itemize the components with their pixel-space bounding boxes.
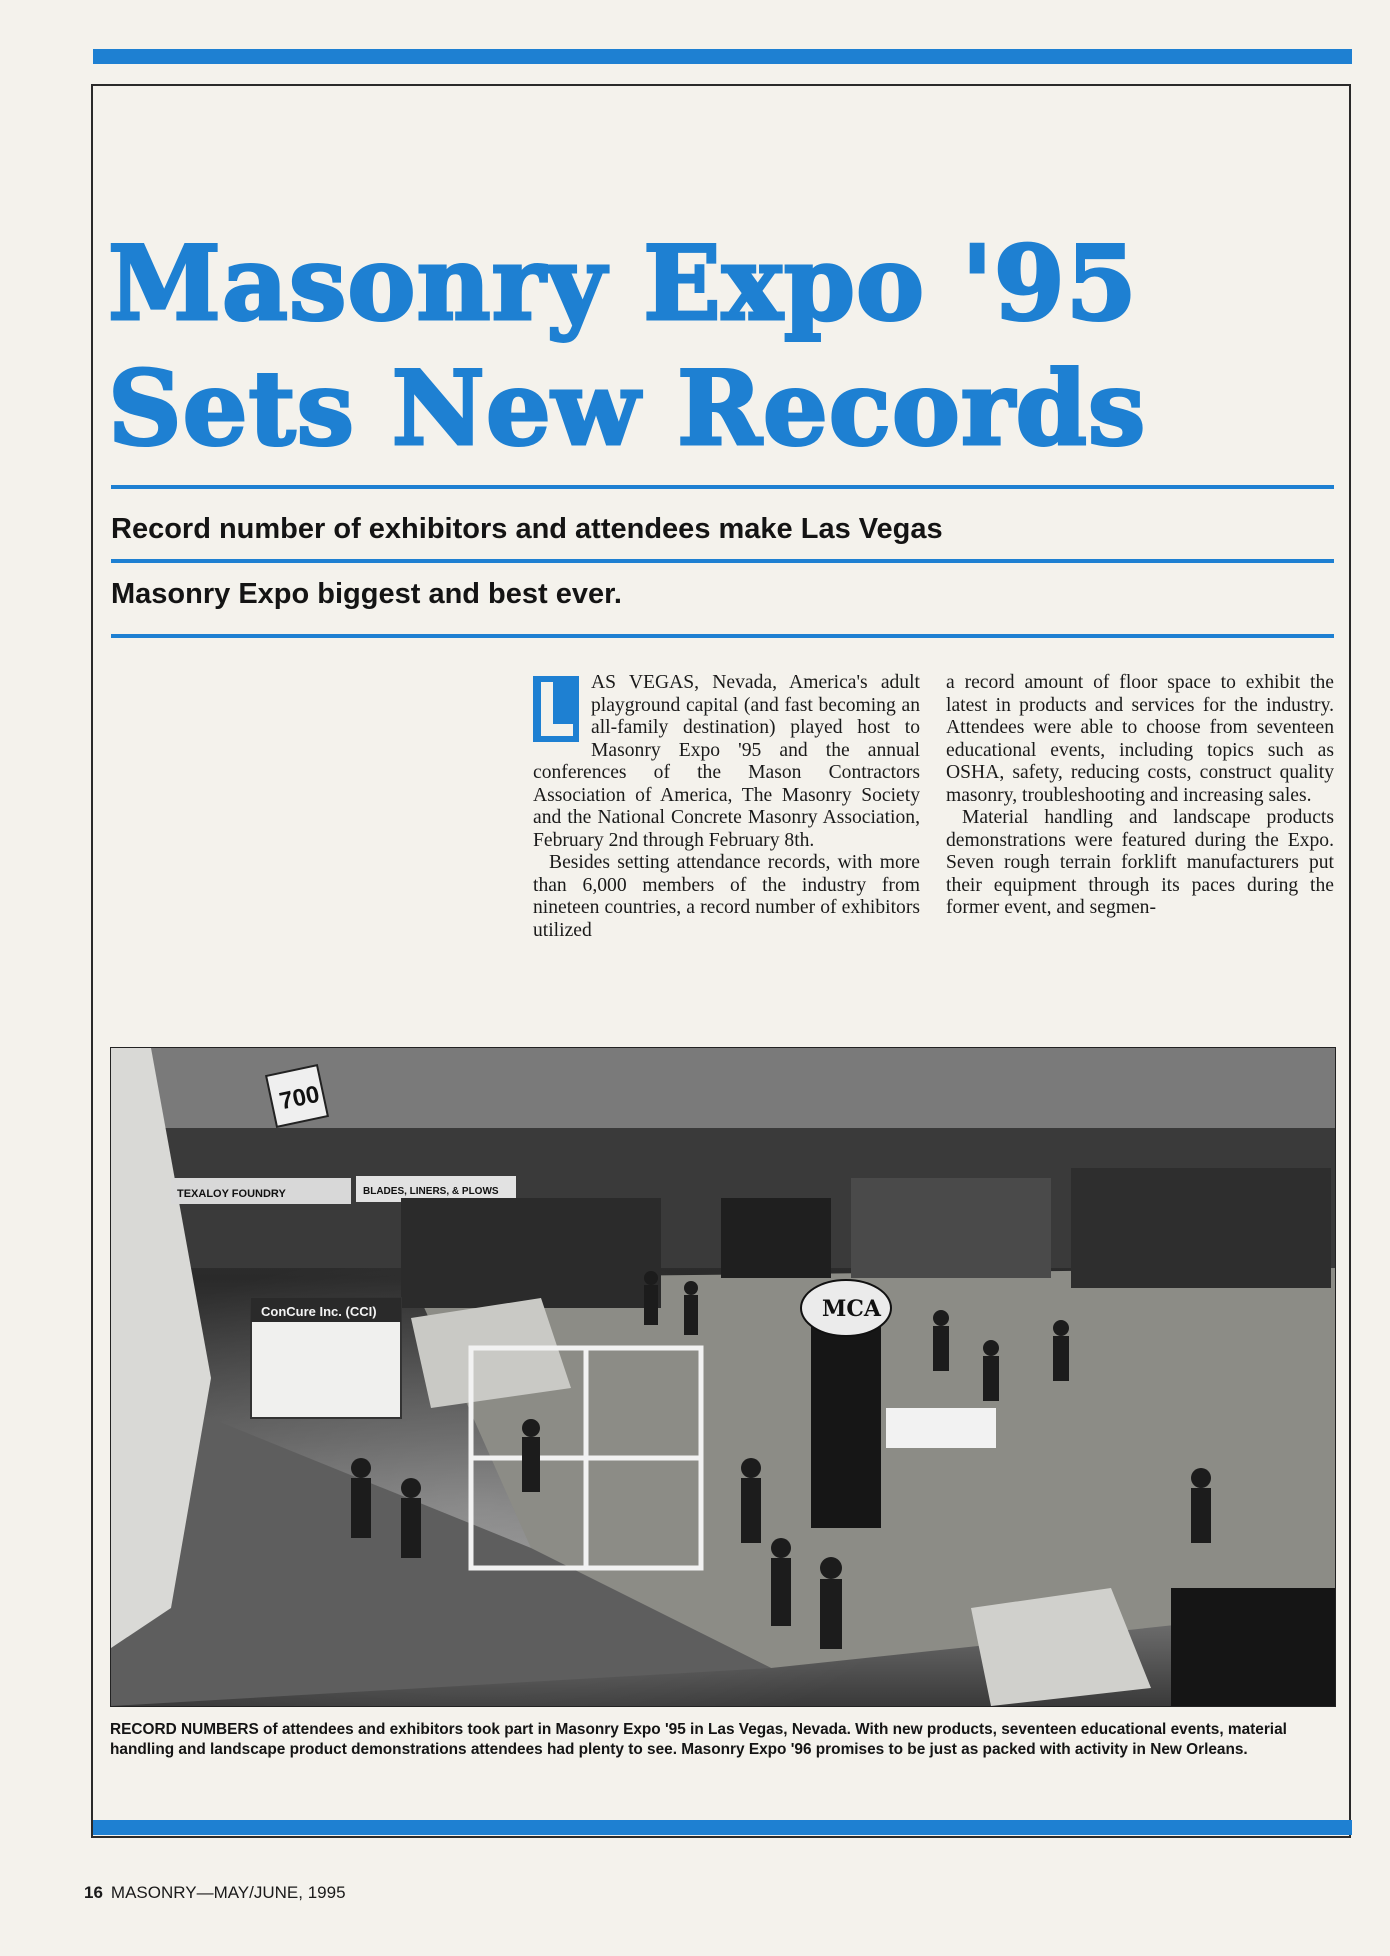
- page-folio: [84, 1883, 346, 1903]
- bottom-accent-bar: [93, 1820, 1352, 1835]
- headline-line-1: Masonry Expo '95: [108, 224, 1138, 344]
- article-column-1: [533, 672, 920, 942]
- headline: [108, 222, 1338, 472]
- article-column-2: [946, 672, 1334, 920]
- deck-rule-middle: [111, 559, 1334, 563]
- center-booth-block: [401, 1198, 661, 1308]
- article-paragraph-2: Besides setting attendance records, with more than 6,000 members of the industry from nineteen countries, a record number of exhibitors utilized: [533, 852, 920, 941]
- page-number: 16: [84, 1883, 103, 1902]
- publication-info: MASONRY—MAY/JUNE, 1995: [110, 1883, 346, 1902]
- expo-floor-illustration: [111, 1048, 1335, 1706]
- right-booth-row: [851, 1178, 1051, 1278]
- white-counter: [886, 1408, 996, 1448]
- texaloy-label: TEXALOY FOUNDRY: [177, 1188, 286, 1200]
- deck-line-2: Masonry Expo biggest and best ever.: [111, 578, 622, 610]
- article-paragraph-1: AS VEGAS, Nevada, America's adult playground capital (and fast becoming an all-family destination) played host to Masonry Expo '95 and the annual conferences of the Mason Contractors Association of America, The Masonry Society and the National Concrete Masonry Association, February 2nd through February 8th.: [533, 672, 920, 851]
- photo-caption: RECORD NUMBERS of attendees and exhibitors took part in Masonry Expo '95 in Las Vegas, Nevada. With new products, seventeen educational events, material handling and landscape product demonstrations attendees had plenty to see. Masonry Expo '96 promises to be just as packed with activity in New Orleans.: [110, 1721, 1287, 1758]
- mca-label: MCA: [822, 1296, 881, 1322]
- foreground-booth: [1171, 1588, 1335, 1706]
- dark-booth: [721, 1198, 831, 1278]
- deck-rule-bottom: [111, 634, 1334, 638]
- dropcap-letter: [533, 676, 579, 742]
- deck-rule-top: [111, 485, 1334, 489]
- deck-line-1: Record number of exhibitors and attendees make Las Vegas: [111, 513, 943, 545]
- headline-line-2: Sets New Records: [108, 349, 1147, 469]
- top-accent-bar: [93, 49, 1352, 64]
- concure-label: ConCure Inc. (CCI): [261, 1304, 377, 1319]
- far-right-booth: [1071, 1168, 1331, 1288]
- expo-floor-photo: [110, 1047, 1336, 1707]
- article-paragraph-3: a record amount of floor space to exhibit the latest in products and services for the industry. Attendees were able to choose from seventeen educational events, including topics such as OSHA, safety, reducing costs, construct quality masonry, troubleshooting and increasing sales.: [946, 672, 1334, 806]
- article-paragraph-4: Material handling and landscape products demonstrations were featured during the Expo. Seven rough terrain forklift manufacturers put their equipment through its paces during the former event, and segmen-: [946, 807, 1334, 918]
- blades-label: BLADES, LINERS, & PLOWS: [363, 1186, 499, 1197]
- booth-700-label: 700: [277, 1080, 322, 1116]
